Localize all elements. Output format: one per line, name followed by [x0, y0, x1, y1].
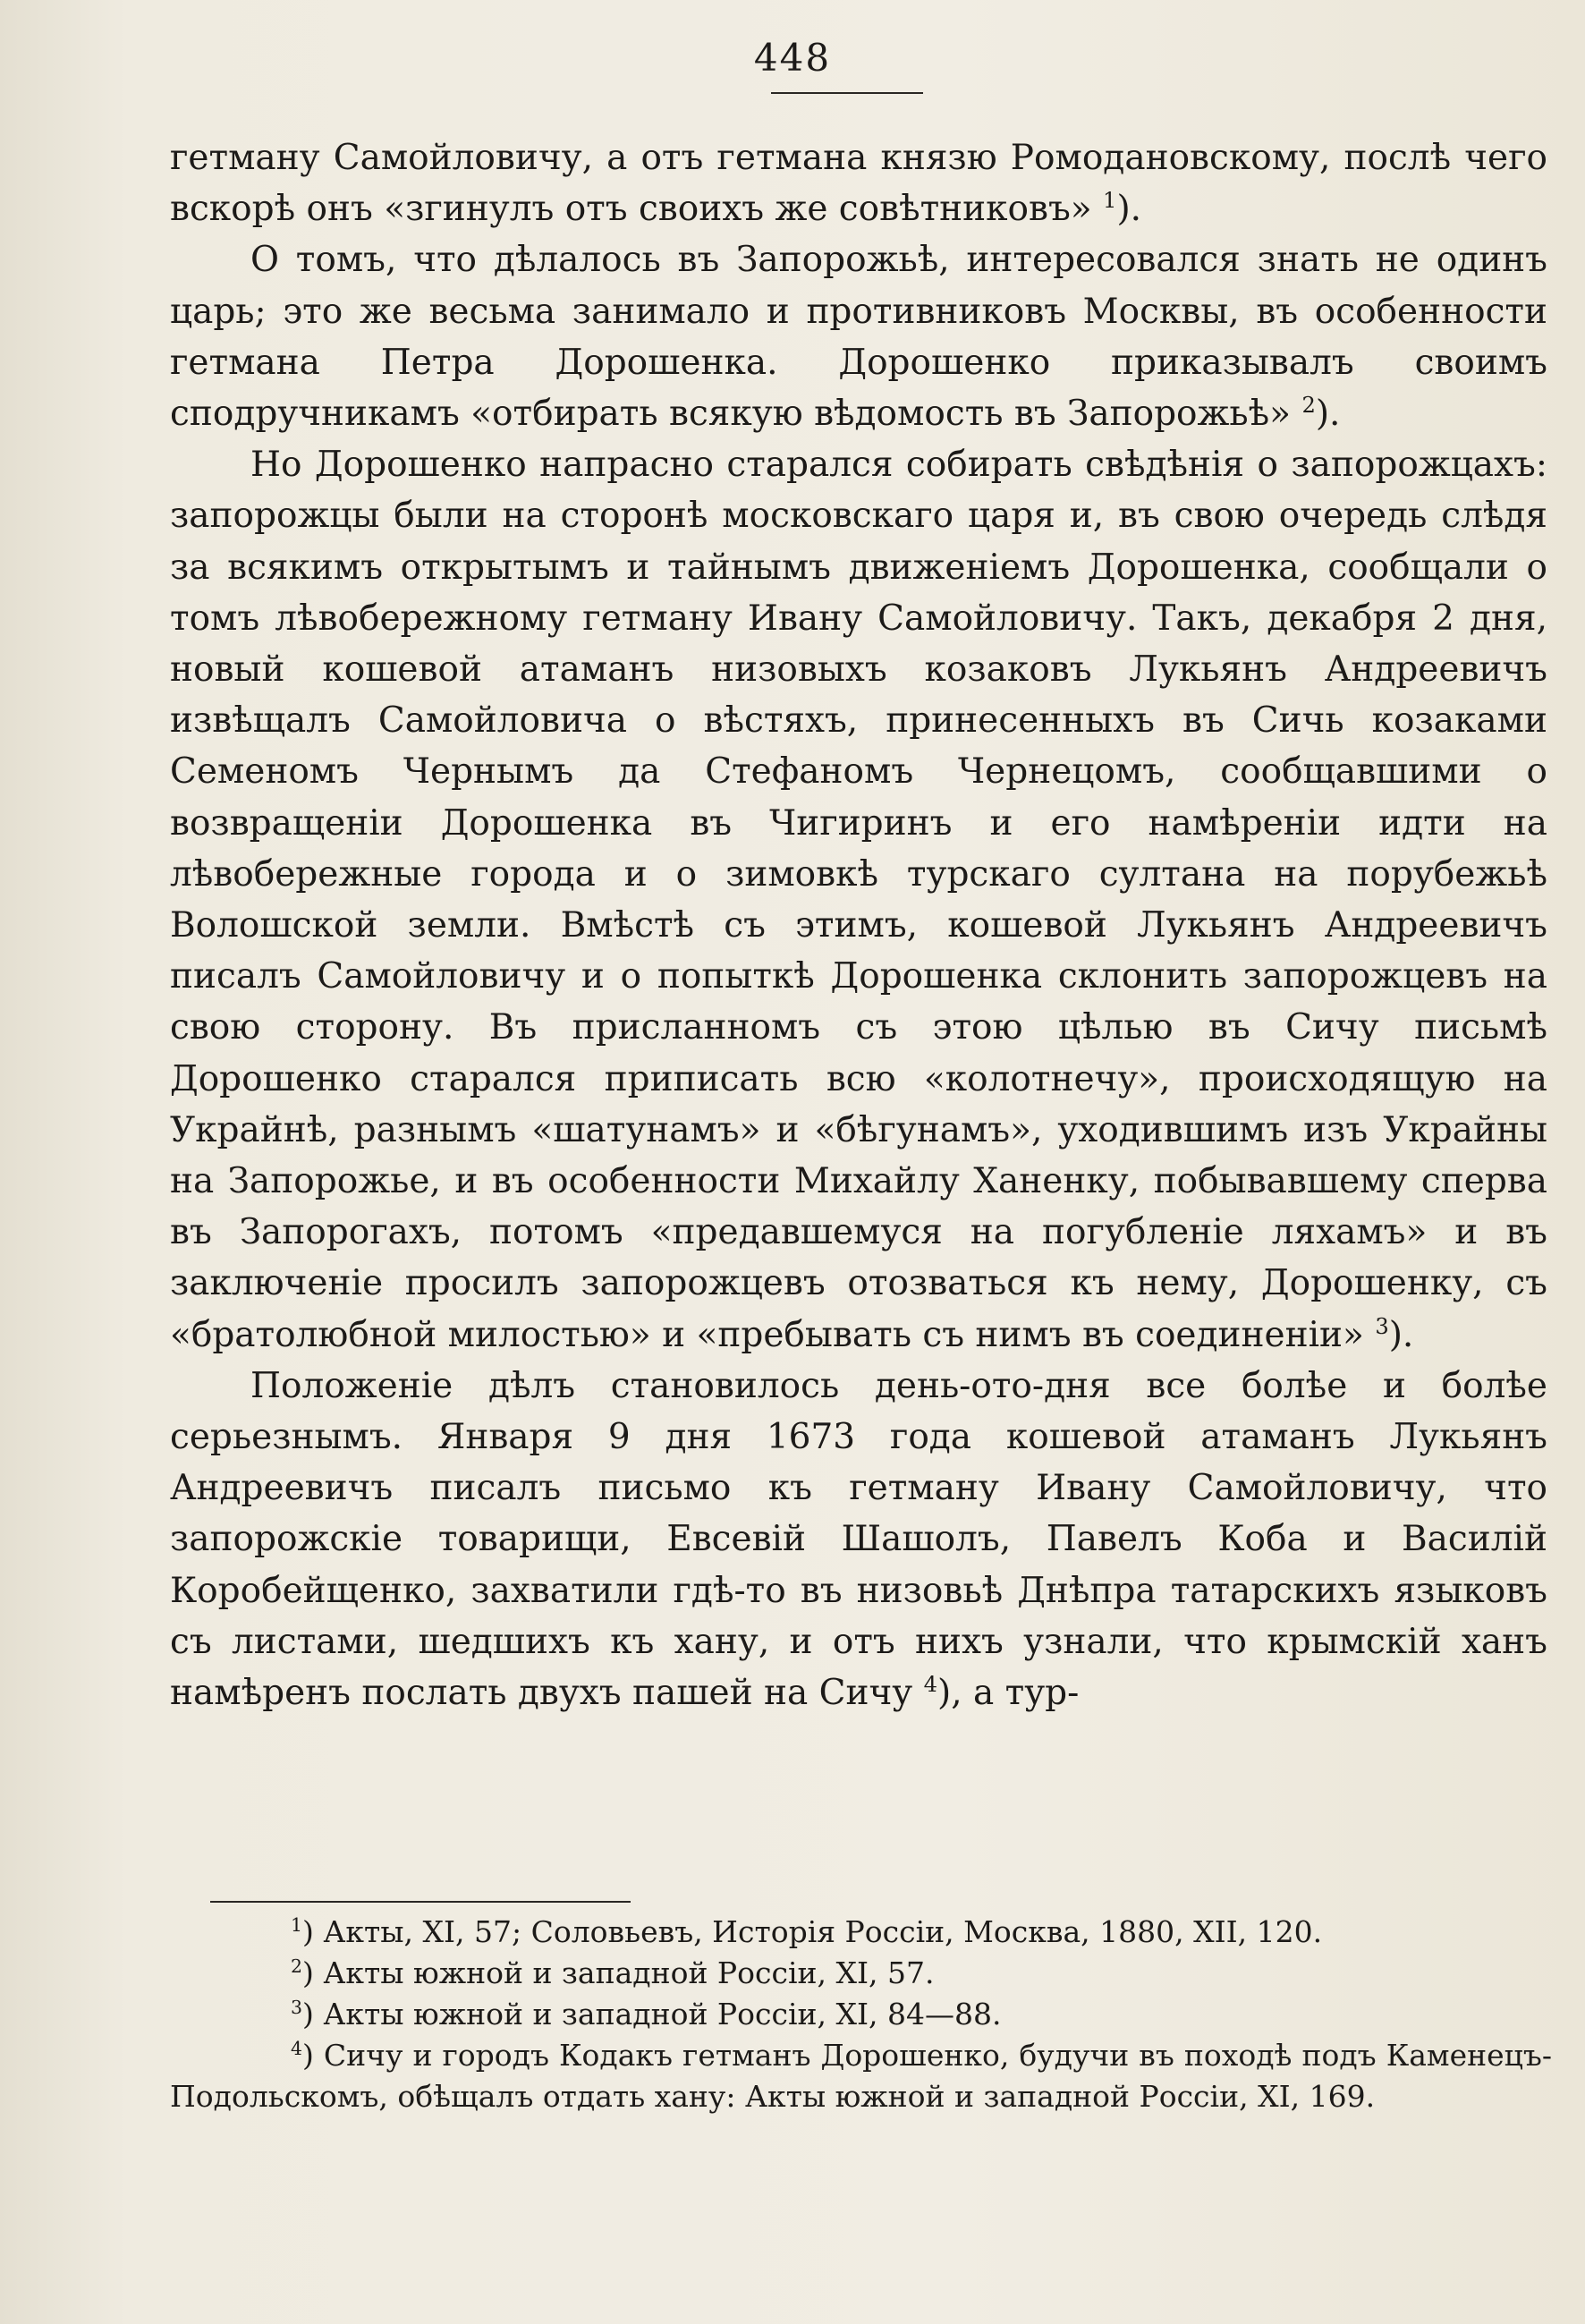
page-number: 448 — [753, 36, 832, 80]
page-number-underline — [771, 92, 923, 94]
footnote-1 — [170, 1912, 1552, 1953]
footnote-number: 1 — [291, 1914, 303, 1936]
paragraph-tail: ), а тур- — [937, 1673, 1080, 1714]
paragraph-tail: ). — [1116, 189, 1142, 230]
footnotes — [170, 1912, 1552, 2117]
footnote-number: 2 — [291, 1955, 303, 1977]
footnote-ref: 3 — [1375, 1313, 1389, 1339]
footnote-text: ) Акты южной и западной Россіи, XI, 84—88. — [302, 1997, 1002, 2031]
footnote-3 — [170, 1994, 1552, 2035]
footnote-text: ) Акты, XI, 57; Соловьевъ, Исторія Россіи, Москва, 1880, XII, 120. — [302, 1914, 1323, 1949]
paragraph-text: О томъ, что дѣлалось въ Запорожьѣ, интересовался знать не одинъ царь; это же весьма занимало и противниковъ Москвы, въ особенности гетмана Петра Дорошенка. Дорошенко приказывалъ своимъ сподручникамъ «отбирать всякую вѣдомость въ Запорожьѣ» — [170, 240, 1547, 435]
footnote-text: ) Сичу и городъ Кодакъ гетманъ Дорошенко, будучи въ походѣ подъ Каменецъ-Подольскомъ, обѣщалъ отдать хану: Акты южной и западной Россіи, XI, 169. — [170, 2038, 1552, 2114]
footnote-text: ) Акты южной и западной Россіи, XI, 57. — [302, 1955, 935, 1990]
footnote-4 — [170, 2035, 1552, 2117]
paragraph-tail: ). — [1315, 394, 1341, 435]
footnote-number: 4 — [291, 2038, 303, 2059]
paragraph-4 — [170, 1361, 1547, 1718]
paragraph-tail: ). — [1388, 1314, 1414, 1355]
footnote-separator — [210, 1901, 631, 1903]
main-text — [170, 132, 1547, 1718]
paragraph-text: Положеніе дѣлъ становилось день-ото-дня все болѣе и болѣе серьезнымъ. Января 9 дня 1673 года кошевой атаманъ Лукьянъ Андреевичъ писалъ письмо къ гетману Ивану Самойловичу, что запорожскіе товарищи, Евсевій Шашолъ, Павелъ Коба и Василій Коробейщенко, захватили гдѣ-то въ низовьѣ Днѣпра татарскихъ языковъ съ листами, шедшихъ къ хану, и отъ нихъ узнали, что крымскій ханъ намѣренъ послать двухъ пашей на Сичу — [170, 1365, 1547, 1714]
paragraph-text: гетману Самойловичу, а отъ гетмана князю Ромодановскому, послѣ чего вскорѣ онъ «згинулъ отъ своихъ же совѣтниковъ» — [170, 138, 1547, 230]
paragraph-2 — [170, 234, 1547, 439]
paragraph-text: Но Дорошенко напрасно старался собирать свѣдѣнія о запорожцахъ: запорожцы были на сторонѣ московскаго царя и, въ свою очередь слѣдя за всякимъ открытымъ и тайнымъ движеніемъ Дорошенка, сообщали о томъ лѣвобережному гетману Ивану Самойловичу. Такъ, декабря 2 дня, новый кошевой атаманъ низовыхъ козаковъ Лукьянъ Андреевичъ извѣщалъ Самойловича о вѣстяхъ, принесенныхъ въ Сичь козаками Семеномъ Чернымъ да Стефаномъ Чернецомъ, сообщавшими о возвращеніи Дорошенка въ Чигиринъ и его намѣреніи идти на лѣвобережные города и о зимовкѣ турскаго султана на порубежьѣ Волошской земли. Вмѣстѣ съ этимъ, кошевой Лукьянъ Андреевичъ писалъ Самойловичу и о попыткѣ Дорошенка склонить запорожцевъ на свою сторону. Въ присланномъ съ этою цѣлью въ Сичу письмѣ Дорошенко старался приписать всю «колотнечу», происходящую на Украйнѣ, разнымъ «шатунамъ» и «бѣгунамъ», уходившимъ изъ Украйны на Запорожье, и въ особенности Михайлу Ханенку, побывавшему сперва въ Запорогахъ, потомъ «предавшемуся на погубленіе ляхамъ» и въ заключеніе просилъ запорожцевъ отозваться къ нему, Дорошенку, съ «братолюбной милостью» и «пребывать съ нимъ въ соединеніи» — [170, 445, 1547, 1355]
paragraph-1 — [170, 132, 1547, 234]
footnote-ref: 4 — [923, 1672, 937, 1698]
footnote-ref: 1 — [1103, 188, 1117, 214]
footnote-ref: 2 — [1301, 393, 1316, 419]
footnote-number: 3 — [291, 1997, 303, 2018]
footnote-2 — [170, 1953, 1552, 1994]
paragraph-3 — [170, 439, 1547, 1361]
